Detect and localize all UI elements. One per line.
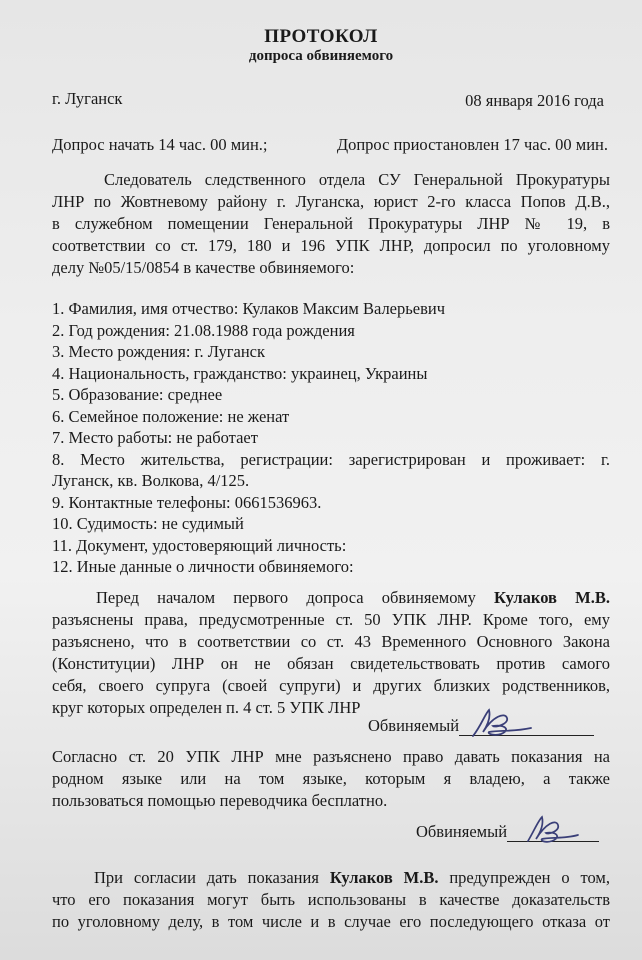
language-line: Согласно ст. 20 УПК ЛНР мне разъяснено право давать показания на (52, 747, 610, 766)
accused-name: Кулаков М.В. (329, 868, 439, 887)
rights-line: (Конституции) ЛНР он не обязан свидетельствовать против самого (52, 654, 610, 673)
language-rights-paragraph (52, 746, 610, 812)
signature-mark (520, 813, 580, 845)
list-item: 12. Иные данные о личности обвиняемого: (52, 557, 354, 576)
list-item: 5. Образование: среднее (52, 385, 223, 404)
rights-line: себя, своего супруга (своей супруги) и других близких родственников, (52, 676, 610, 695)
signature-mark (465, 706, 535, 740)
personal-data-list (52, 298, 612, 578)
list-item: 6. Семейное положение: не женат (52, 406, 290, 426)
warning-line: что его показания могут быть использованы в качестве доказательств (52, 890, 610, 909)
rights-line: разъяснено, что в соответствии со ст. 43 Временного Основного Закона (52, 632, 610, 651)
document-subtitle: допроса обвиняемого (248, 48, 394, 64)
interrogation-start: Допрос начать 14 час. 00 мин.; (52, 135, 268, 154)
warning-line (52, 867, 610, 889)
list-item: 8. Место жительства, регистрации: зарегистрирован и проживает: г. (52, 449, 610, 469)
intro-line: ЛНР по Жовтневому району г. Луганска, юрист 2-го класса Попов Д.В., (52, 192, 610, 211)
signature-label: Обвиняемый (416, 822, 508, 841)
rights-line: разъяснены права, предусмотренные ст. 50 УПК ЛНР. Кроме того, ему (52, 610, 610, 629)
rights-text: Перед началом первого допроса обвиняемому (96, 588, 476, 607)
language-line: пользоваться помощью переводчика бесплатно. (52, 791, 388, 810)
list-item: 4. Национальность, гражданство: украинец, Украины (52, 363, 428, 383)
warning-text: предупрежден о том, (449, 868, 610, 887)
list-item: 11. Документ, удостоверяющий личность: (52, 535, 347, 555)
list-item: 9. Контактные телефоны: 0661536963. (52, 492, 322, 512)
list-item: 7. Место работы: не работает (52, 428, 258, 447)
list-item: 3. Место рождения: г. Луганск (52, 342, 265, 361)
intro-line: соответствии со ст. 179, 180 и 196 УПК ЛНР, допросил по уголовному (52, 236, 610, 255)
warning-line: по уголовному делу, в том числе и в случае его последующего отказа от (52, 912, 610, 931)
intro-line: в служебном помещении Генеральной Прокуратуры ЛНР № 19, в (52, 214, 610, 233)
warning-paragraph (52, 867, 610, 933)
list-item: 2. Год рождения: 21.08.1988 года рождения (52, 320, 355, 340)
intro-line: делу №05/15/0854 в качестве обвиняемого: (52, 258, 355, 277)
list-item: 10. Судимость: не судимый (52, 514, 244, 533)
rights-line: круг которых определен п. 4 ст. 5 УПК ЛНР (52, 698, 361, 717)
interrogation-pause: Допрос приостановлен 17 час. 00 мин. (336, 135, 608, 154)
intro-line: Следователь следственного отдела СУ Генеральной Прокуратуры (104, 170, 610, 189)
rights-line (52, 587, 610, 609)
intro-paragraph (52, 169, 610, 279)
rights-paragraph (52, 587, 610, 719)
language-line: родном языке или на том языке, которым я владею, а также (52, 769, 610, 788)
warning-text: При согласии дать показания (94, 868, 319, 887)
document-title: ПРОТОКОЛ (264, 26, 378, 47)
list-item: 1. Фамилия, имя отчество: Кулаков Максим Валерьевич (52, 299, 446, 318)
signature-label: Обвиняемый (368, 716, 460, 735)
place: г. Луганск (52, 89, 123, 108)
accused-name: Кулаков М.В. (494, 588, 610, 607)
date: 08 января 2016 года (465, 91, 604, 110)
list-item: Луганск, кв. Волкова, 4/125. (52, 471, 250, 490)
